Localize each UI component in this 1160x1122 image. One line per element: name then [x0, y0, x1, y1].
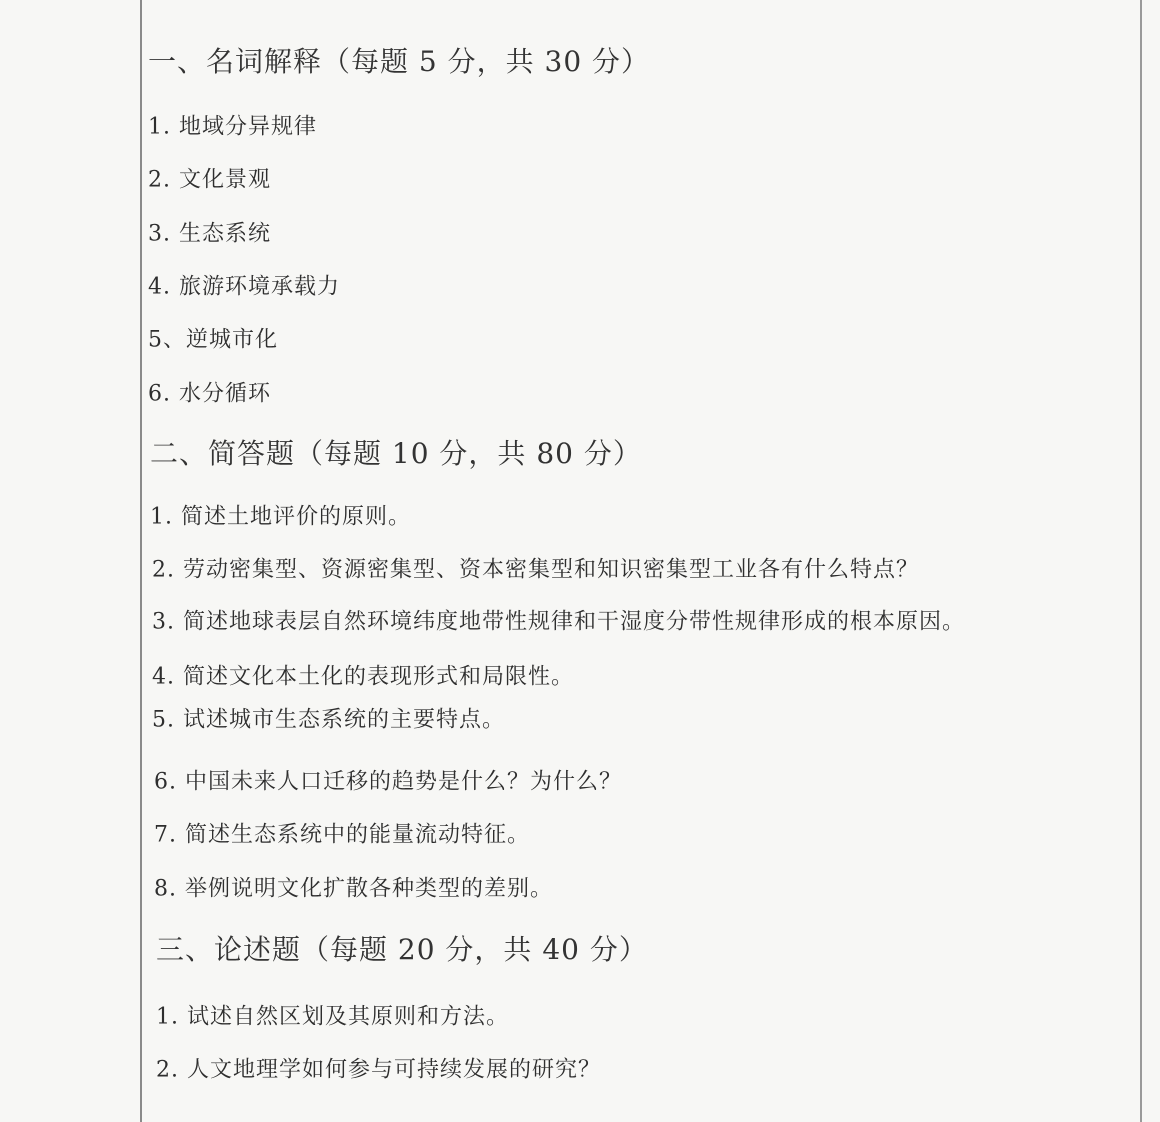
question-item: 5. 试述城市生态系统的主要特点。	[152, 707, 505, 733]
question-item: 4. 简述文化本土化的表现形式和局限性。	[152, 664, 574, 690]
question-item: 5、逆城市化	[148, 327, 278, 353]
question-item: 3. 生态系统	[148, 221, 271, 247]
question-item: 2. 文化景观	[148, 167, 271, 193]
page-border-right	[1140, 0, 1142, 1122]
question-item: 1. 试述自然区划及其原则和方法。	[156, 1004, 509, 1030]
question-item: 8. 举例说明文化扩散各种类型的差别。	[154, 876, 553, 902]
section-heading-short-answer: 二、简答题（每题 10 分，共 80 分）	[150, 437, 642, 470]
page-border-left	[140, 0, 142, 1122]
section-heading-definitions: 一、名词解释（每题 5 分，共 30 分）	[148, 45, 651, 78]
question-item: 6. 水分循环	[148, 381, 271, 407]
question-item: 1. 简述土地评价的原则。	[150, 504, 411, 530]
question-item: 3. 简述地球表层自然环境纬度地带性规律和干湿度分带性规律形成的根本原因。	[152, 609, 965, 635]
question-item: 2. 人文地理学如何参与可持续发展的研究？	[156, 1057, 601, 1083]
question-item: 7. 简述生态系统中的能量流动特征。	[154, 822, 530, 848]
question-item: 6. 中国未来人口迁移的趋势是什么？为什么？	[154, 769, 622, 795]
question-item: 4. 旅游环境承载力	[148, 274, 340, 300]
question-item: 1. 地域分异规律	[148, 114, 317, 140]
question-item: 2. 劳动密集型、资源密集型、资本密集型和知识密集型工业各有什么特点？	[152, 557, 919, 583]
section-heading-essay: 三、论述题（每题 20 分，共 40 分）	[156, 933, 648, 966]
